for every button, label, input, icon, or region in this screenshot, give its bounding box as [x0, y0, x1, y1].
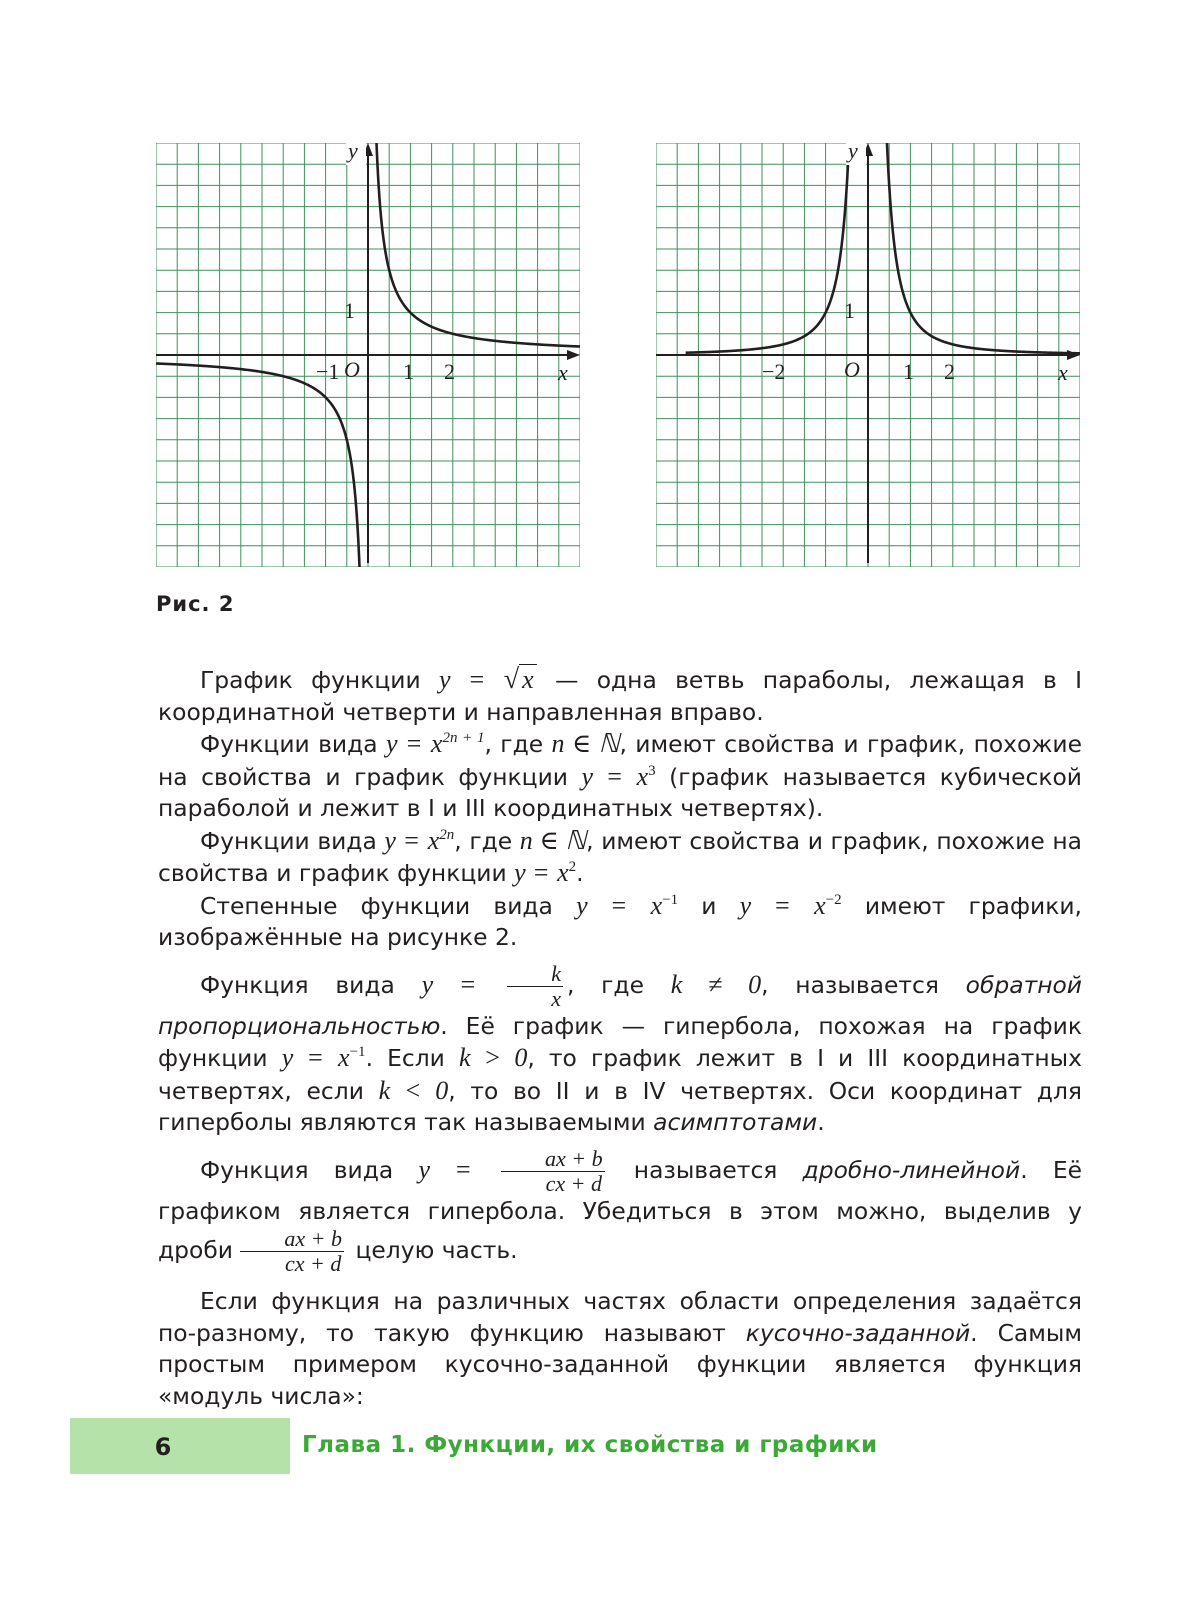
math-base: x — [814, 890, 826, 920]
text-run: Функции вида — [200, 730, 386, 758]
fraction-linear-2 — [240, 1227, 344, 1276]
origin-label-right: O — [844, 357, 860, 382]
text-run: и — [678, 891, 740, 920]
text-run: , то график лежит в I и III координатных четвертях, если — [158, 1044, 1082, 1105]
paragraph-4 — [158, 890, 1082, 954]
page-number: 6 — [154, 1433, 172, 1461]
term-fractional-linear: дробно-линейной — [802, 1155, 1021, 1184]
text-run: . Её графиком является гипербола. Убедиться в этом можно, выделив у дроби — [158, 1155, 1082, 1264]
math-base: x — [557, 858, 569, 887]
tick-label-x-left-3: 2 — [444, 359, 455, 384]
axis-label-x-left: x — [558, 360, 568, 385]
text-run: . — [817, 1108, 825, 1136]
text-run: имеют графики, изображённые на рисунке 2. — [158, 891, 1082, 951]
fraction-denominator: cx + d — [545, 1170, 602, 1196]
paragraph-6 — [158, 1147, 1082, 1277]
math-y-eq: y = — [739, 890, 791, 920]
sqrt-symbol: √ — [503, 664, 520, 695]
origin-label-left: O — [344, 357, 360, 382]
text-run: , то во II и в IV четвертях. Оси координат для гиперболы являются так называемыми — [158, 1076, 1083, 1136]
math-y-eq: y = — [438, 665, 486, 694]
fraction-numerator: ax + b — [501, 1147, 605, 1172]
text-run: (график называется кубической параболой и лежит в I и III координатных четвертях). — [158, 762, 1082, 822]
math-exponent: 2 — [568, 859, 577, 875]
hyperbola-branch-negative — [156, 363, 364, 567]
graph-left-svg — [156, 143, 580, 567]
math-exponent: −1 — [349, 1044, 366, 1060]
math-k-gt-0: k > 0 — [458, 1043, 528, 1072]
body-text — [158, 664, 1082, 1412]
text-run: График функции — [200, 666, 439, 694]
tick-label-x-right-3: 2 — [944, 359, 955, 384]
math-y-eq: y = — [385, 729, 423, 758]
chapter-title: Глава 1. Функции, их свойства и графики — [302, 1432, 878, 1458]
fraction-denominator: cx + d — [285, 1251, 342, 1276]
graph-y-x-inverse-square — [656, 143, 1080, 567]
term-asymptotes: асимптотами — [653, 1108, 818, 1136]
tick-label-y-left-1: 1 — [344, 298, 355, 323]
math-y-eq: y = — [514, 858, 550, 887]
math-base: x — [427, 825, 440, 855]
text-run: Если функция на различных частях области определения задаётся по-разному, то такую функцию называют — [158, 1287, 1082, 1347]
term-piecewise: кусочно-заданной — [745, 1318, 971, 1347]
math-k-ne-0: k ≠ 0 — [670, 969, 762, 999]
axis-label-y-right: y — [848, 143, 858, 163]
text-run: , называется — [761, 970, 966, 999]
text-run: — одна ветвь параболы, лежащая в I координатной четверти и направленная вправо. — [158, 666, 1082, 726]
fraction-numerator: ax + b — [240, 1227, 344, 1252]
fraction-linear — [501, 1147, 605, 1196]
math-exponent: 3 — [648, 762, 656, 779]
tick-label-x-left-1: −1 — [316, 359, 340, 384]
math-n-in-N: n ∈ ℕ — [551, 729, 620, 758]
tick-label-x-right-2: 1 — [903, 359, 914, 384]
math-base: x — [430, 729, 443, 758]
math-base: x — [650, 890, 663, 920]
page-number-box — [70, 1418, 290, 1474]
text-run: целую часть. — [348, 1236, 518, 1264]
term-inverse-proportionality: обратной пропорциональностью — [158, 970, 1083, 1040]
paragraph-1 — [158, 664, 1082, 728]
text-run: . — [576, 859, 584, 887]
x-arrow-right — [1067, 350, 1080, 360]
math-y-eq: y = — [421, 969, 477, 999]
text-run: Степенные функции вида — [200, 891, 577, 920]
text-run: . Самым простым примером кусочно-заданной функции является функция «модуль числа»: — [158, 1318, 1083, 1410]
fraction-denominator: x — [551, 985, 561, 1011]
graph-right-svg — [656, 143, 1080, 567]
text-run: называется — [608, 1155, 803, 1184]
axis-label-y-left: y — [348, 143, 358, 163]
text-run: , где — [454, 826, 520, 855]
fraction-k-over-x — [507, 962, 563, 1011]
math-exponent: −1 — [662, 891, 679, 908]
math-exponent: 2n — [439, 826, 455, 843]
math-y-eq: y = — [418, 1154, 472, 1184]
text-run: . Её график — гипербола, похожая на график функции — [158, 1011, 1082, 1072]
text-run: , имеют свойства и график, похожие на свойства и график функции — [158, 826, 1082, 887]
paragraph-2 — [158, 728, 1082, 825]
tick-label-x-right-1: −2 — [762, 359, 786, 384]
paragraph-7 — [158, 1286, 1082, 1412]
sqrt-argument: x — [519, 664, 537, 694]
tick-label-y-right-1: 1 — [844, 298, 855, 323]
math-exponent: −2 — [825, 891, 842, 908]
fraction-numerator: k — [507, 962, 563, 987]
math-n-in-N: n ∈ ℕ — [519, 825, 587, 855]
math-y-eq: y = — [384, 825, 421, 855]
figure-caption: Рис. 2 — [156, 592, 235, 616]
text-run: Функция вида — [200, 1155, 419, 1184]
math-y-eq: y = — [281, 1043, 324, 1072]
math-base: x — [338, 1043, 350, 1072]
curve-branch-left — [686, 143, 855, 353]
graph-y-x-inverse — [156, 143, 580, 567]
math-k-lt-0: k < 0 — [378, 1075, 449, 1105]
tick-label-x-left-2: 1 — [403, 359, 414, 384]
text-run: Функции вида — [200, 826, 385, 855]
math-base: x — [636, 761, 649, 791]
math-y-eq: y = — [581, 761, 624, 791]
math-y-eq: y = — [576, 890, 628, 920]
text-run: Функция вида — [200, 970, 422, 999]
x-arrow-left — [567, 350, 580, 360]
text-run: . Если — [365, 1044, 459, 1072]
text-run: , где — [566, 970, 671, 999]
hyperbola-branch-positive — [372, 143, 580, 347]
axis-label-x-right: x — [1058, 360, 1068, 385]
paragraph-3 — [158, 825, 1082, 890]
text-run: , где — [484, 730, 552, 758]
text-run: , имеют свойства и график, похожие на свойства и график функции — [158, 730, 1082, 791]
math-exponent: 2n + 1 — [442, 730, 485, 746]
paragraph-5 — [158, 962, 1082, 1139]
curve-branch-right — [881, 143, 1080, 353]
